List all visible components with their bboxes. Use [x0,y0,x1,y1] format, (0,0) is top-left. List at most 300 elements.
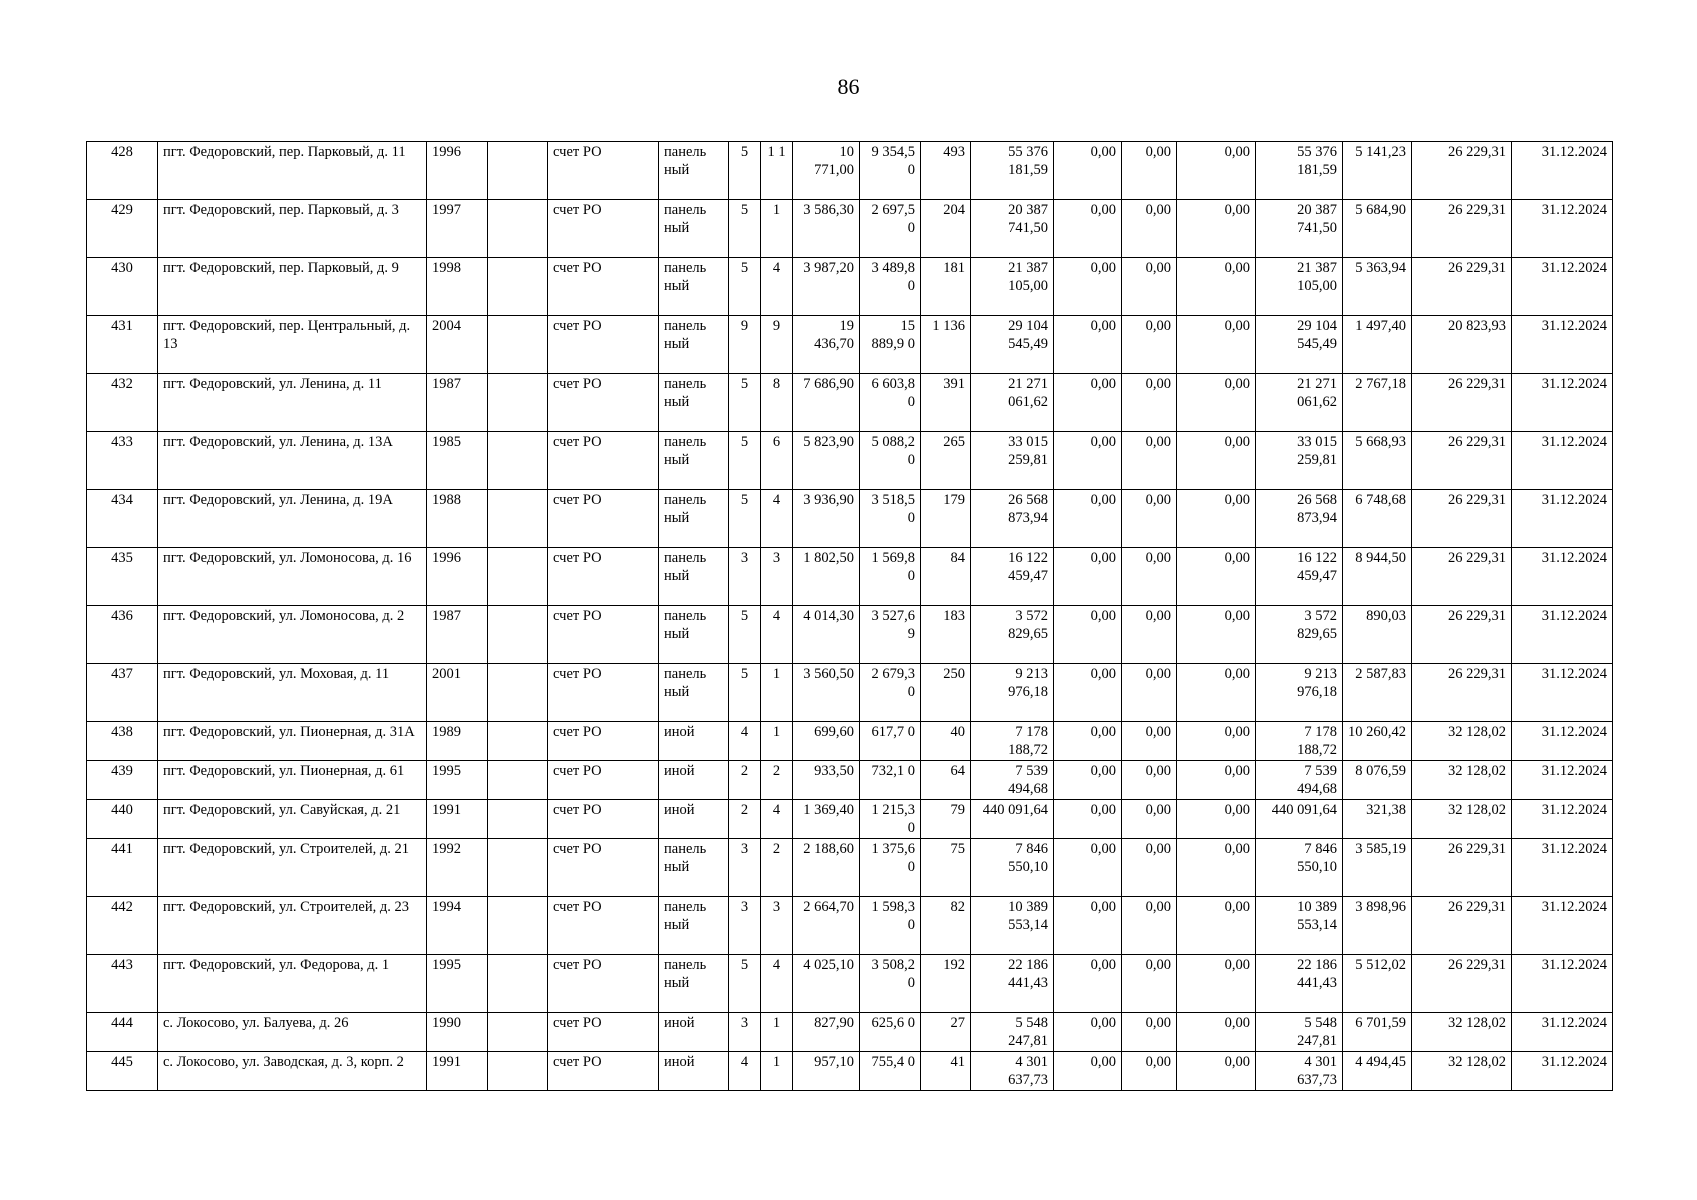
fund-cost-cell: 0,00 [1054,374,1122,432]
fund-cost-cell: 0,00 [1054,839,1122,897]
address-cell: с. Локосово, ул. Заводская, д. 3, корп. 2 [158,1052,427,1091]
wall-material-cell: иной [659,800,729,839]
fund-cost-cell: 0,00 [1054,606,1122,664]
cost-limit-cell: 26 229,31 [1412,258,1512,316]
floors-cell: 5 [729,374,761,432]
residential-area-cell: 1 375,6 0 [860,839,921,897]
fund-method-cell: счет РО [548,432,659,490]
fund-method-cell: счет РО [548,955,659,1013]
owners-cost-cell: 7 539 494,68 [1256,761,1343,800]
year-cell: 1996 [427,142,488,200]
residents-count-cell: 75 [921,839,971,897]
wall-material-cell: панель ный [659,839,729,897]
residents-count-cell: 391 [921,374,971,432]
fund-method-cell: счет РО [548,200,659,258]
local-budget-cost-cell: 0,00 [1177,432,1256,490]
row-number-cell: 433 [87,432,158,490]
cost-per-m2-cell: 890,03 [1343,606,1412,664]
address-cell: пгт. Федоровский, ул. Моховая, д. 11 [158,664,427,722]
residential-area-cell: 1 598,3 0 [860,897,921,955]
residential-area-cell: 5 088,2 0 [860,432,921,490]
cost-limit-cell: 26 229,31 [1412,606,1512,664]
residents-count-cell: 64 [921,761,971,800]
residential-area-cell: 625,6 0 [860,1013,921,1052]
cost-limit-cell: 26 229,31 [1412,955,1512,1013]
wall-material-cell: панель ный [659,374,729,432]
fund-method-cell: счет РО [548,606,659,664]
total-cost-cell: 22 186 441,43 [971,955,1054,1013]
total-cost-cell: 4 301 637,73 [971,1052,1054,1091]
cost-limit-cell: 26 229,31 [1412,548,1512,606]
wall-material-cell: панель ный [659,200,729,258]
fund-method-cell: счет РО [548,258,659,316]
wall-material-cell: иной [659,761,729,800]
residential-area-cell: 3 489,8 0 [860,258,921,316]
owners-cost-cell: 10 389 553,14 [1256,897,1343,955]
budget-cost-cell: 0,00 [1122,722,1177,761]
floors-cell: 5 [729,955,761,1013]
empty-cell [488,1013,548,1052]
row-number-cell: 444 [87,1013,158,1052]
row-number-cell: 428 [87,142,158,200]
owners-cost-cell: 22 186 441,43 [1256,955,1343,1013]
address-cell: с. Локосово, ул. Балуева, д. 26 [158,1013,427,1052]
residential-area-cell: 3 508,2 0 [860,955,921,1013]
budget-cost-cell: 0,00 [1122,316,1177,374]
entrances-cell: 8 [761,374,793,432]
year-cell: 1994 [427,897,488,955]
empty-cell [488,955,548,1013]
total-area-cell: 1 369,40 [793,800,860,839]
wall-material-cell: панель ный [659,664,729,722]
floors-cell: 5 [729,142,761,200]
residential-area-cell: 9 354,5 0 [860,142,921,200]
total-area-cell: 7 686,90 [793,374,860,432]
address-cell: пгт. Федоровский, ул. Ленина, д. 11 [158,374,427,432]
local-budget-cost-cell: 0,00 [1177,258,1256,316]
residents-count-cell: 79 [921,800,971,839]
empty-cell [488,839,548,897]
empty-cell [488,606,548,664]
residents-count-cell: 1 136 [921,316,971,374]
cost-limit-cell: 32 128,02 [1412,1052,1512,1091]
floors-cell: 2 [729,761,761,800]
total-area-cell: 957,10 [793,1052,860,1091]
completion-date-cell: 31.12.2024 [1512,722,1613,761]
budget-cost-cell: 0,00 [1122,839,1177,897]
address-cell: пгт. Федоровский, ул. Строителей, д. 23 [158,897,427,955]
residents-count-cell: 82 [921,897,971,955]
local-budget-cost-cell: 0,00 [1177,606,1256,664]
year-cell: 1991 [427,800,488,839]
total-cost-cell: 10 389 553,14 [971,897,1054,955]
empty-cell [488,374,548,432]
completion-date-cell: 31.12.2024 [1512,1052,1613,1091]
floors-cell: 9 [729,316,761,374]
floors-cell: 5 [729,490,761,548]
total-cost-cell: 20 387 741,50 [971,200,1054,258]
cost-limit-cell: 26 229,31 [1412,839,1512,897]
budget-cost-cell: 0,00 [1122,200,1177,258]
table-row [87,374,1613,432]
total-area-cell: 3 586,30 [793,200,860,258]
cost-per-m2-cell: 8 944,50 [1343,548,1412,606]
residential-area-cell: 1 569,8 0 [860,548,921,606]
owners-cost-cell: 26 568 873,94 [1256,490,1343,548]
total-area-cell: 2 664,70 [793,897,860,955]
completion-date-cell: 31.12.2024 [1512,800,1613,839]
floors-cell: 3 [729,897,761,955]
total-area-cell: 699,60 [793,722,860,761]
row-number-cell: 443 [87,955,158,1013]
residential-area-cell: 2 697,5 0 [860,200,921,258]
cost-limit-cell: 26 229,31 [1412,374,1512,432]
cost-limit-cell: 26 229,31 [1412,142,1512,200]
empty-cell [488,432,548,490]
owners-cost-cell: 21 387 105,00 [1256,258,1343,316]
table-row [87,664,1613,722]
cost-limit-cell: 26 229,31 [1412,897,1512,955]
cost-per-m2-cell: 2 767,18 [1343,374,1412,432]
total-cost-cell: 7 178 188,72 [971,722,1054,761]
fund-method-cell: счет РО [548,1013,659,1052]
cost-per-m2-cell: 5 363,94 [1343,258,1412,316]
completion-date-cell: 31.12.2024 [1512,490,1613,548]
residents-count-cell: 27 [921,1013,971,1052]
total-cost-cell: 16 122 459,47 [971,548,1054,606]
local-budget-cost-cell: 0,00 [1177,722,1256,761]
row-number-cell: 445 [87,1052,158,1091]
address-cell: пгт. Федоровский, ул. Пионерная, д. 31А [158,722,427,761]
residents-count-cell: 493 [921,142,971,200]
year-cell: 1992 [427,839,488,897]
cost-per-m2-cell: 10 260,42 [1343,722,1412,761]
empty-cell [488,490,548,548]
wall-material-cell: панель ный [659,142,729,200]
cost-per-m2-cell: 1 497,40 [1343,316,1412,374]
entrances-cell: 4 [761,258,793,316]
owners-cost-cell: 9 213 976,18 [1256,664,1343,722]
entrances-cell: 1 1 [761,142,793,200]
table-row [87,761,1613,800]
entrances-cell: 2 [761,839,793,897]
empty-cell [488,722,548,761]
total-area-cell: 5 823,90 [793,432,860,490]
completion-date-cell: 31.12.2024 [1512,200,1613,258]
empty-cell [488,548,548,606]
total-area-cell: 19 436,70 [793,316,860,374]
year-cell: 1998 [427,258,488,316]
address-cell: пгт. Федоровский, ул. Ленина, д. 13А [158,432,427,490]
address-cell: пгт. Федоровский, ул. Ленина, д. 19А [158,490,427,548]
cost-per-m2-cell: 5 512,02 [1343,955,1412,1013]
cost-limit-cell: 26 229,31 [1412,664,1512,722]
total-cost-cell: 33 015 259,81 [971,432,1054,490]
floors-cell: 5 [729,606,761,664]
year-cell: 1997 [427,200,488,258]
fund-method-cell: счет РО [548,800,659,839]
year-cell: 1985 [427,432,488,490]
address-cell: пгт. Федоровский, пер. Парковый, д. 3 [158,200,427,258]
residents-count-cell: 204 [921,200,971,258]
completion-date-cell: 31.12.2024 [1512,374,1613,432]
completion-date-cell: 31.12.2024 [1512,955,1613,1013]
residents-count-cell: 179 [921,490,971,548]
total-area-cell: 3 936,90 [793,490,860,548]
table-row [87,1052,1613,1091]
cost-per-m2-cell: 6 701,59 [1343,1013,1412,1052]
entrances-cell: 4 [761,800,793,839]
row-number-cell: 435 [87,548,158,606]
fund-method-cell: счет РО [548,142,659,200]
local-budget-cost-cell: 0,00 [1177,200,1256,258]
table-row [87,432,1613,490]
empty-cell [488,761,548,800]
address-cell: пгт. Федоровский, ул. Пионерная, д. 61 [158,761,427,800]
total-cost-cell: 440 091,64 [971,800,1054,839]
total-cost-cell: 21 271 061,62 [971,374,1054,432]
row-number-cell: 431 [87,316,158,374]
entrances-cell: 6 [761,432,793,490]
completion-date-cell: 31.12.2024 [1512,432,1613,490]
floors-cell: 5 [729,664,761,722]
row-number-cell: 440 [87,800,158,839]
row-number-cell: 430 [87,258,158,316]
empty-cell [488,664,548,722]
empty-cell [488,1052,548,1091]
fund-cost-cell: 0,00 [1054,722,1122,761]
total-area-cell: 2 188,60 [793,839,860,897]
completion-date-cell: 31.12.2024 [1512,142,1613,200]
fund-cost-cell: 0,00 [1054,316,1122,374]
owners-cost-cell: 5 548 247,81 [1256,1013,1343,1052]
table-row [87,800,1613,839]
wall-material-cell: иной [659,1052,729,1091]
total-area-cell: 933,50 [793,761,860,800]
local-budget-cost-cell: 0,00 [1177,955,1256,1013]
fund-method-cell: счет РО [548,839,659,897]
budget-cost-cell: 0,00 [1122,761,1177,800]
completion-date-cell: 31.12.2024 [1512,897,1613,955]
budget-cost-cell: 0,00 [1122,432,1177,490]
row-number-cell: 436 [87,606,158,664]
owners-cost-cell: 7 178 188,72 [1256,722,1343,761]
total-area-cell: 10 771,00 [793,142,860,200]
residential-area-cell: 617,7 0 [860,722,921,761]
completion-date-cell: 31.12.2024 [1512,839,1613,897]
local-budget-cost-cell: 0,00 [1177,1013,1256,1052]
budget-cost-cell: 0,00 [1122,1013,1177,1052]
floors-cell: 4 [729,1052,761,1091]
local-budget-cost-cell: 0,00 [1177,316,1256,374]
budget-cost-cell: 0,00 [1122,955,1177,1013]
budget-cost-cell: 0,00 [1122,664,1177,722]
cost-per-m2-cell: 5 684,90 [1343,200,1412,258]
fund-cost-cell: 0,00 [1054,548,1122,606]
owners-cost-cell: 20 387 741,50 [1256,200,1343,258]
local-budget-cost-cell: 0,00 [1177,839,1256,897]
fund-cost-cell: 0,00 [1054,800,1122,839]
residents-count-cell: 265 [921,432,971,490]
residential-area-cell: 3 518,5 0 [860,490,921,548]
floors-cell: 3 [729,839,761,897]
row-number-cell: 434 [87,490,158,548]
total-cost-cell: 3 572 829,65 [971,606,1054,664]
entrances-cell: 3 [761,548,793,606]
total-cost-cell: 7 539 494,68 [971,761,1054,800]
address-cell: пгт. Федоровский, пер. Центральный, д. 13 [158,316,427,374]
residents-count-cell: 40 [921,722,971,761]
owners-cost-cell: 55 376 181,59 [1256,142,1343,200]
fund-method-cell: счет РО [548,664,659,722]
address-cell: пгт. Федоровский, ул. Строителей, д. 21 [158,839,427,897]
fund-method-cell: счет РО [548,316,659,374]
table-row [87,316,1613,374]
residents-count-cell: 41 [921,1052,971,1091]
owners-cost-cell: 440 091,64 [1256,800,1343,839]
residents-count-cell: 84 [921,548,971,606]
local-budget-cost-cell: 0,00 [1177,1052,1256,1091]
residents-count-cell: 181 [921,258,971,316]
cost-per-m2-cell: 2 587,83 [1343,664,1412,722]
budget-cost-cell: 0,00 [1122,897,1177,955]
row-number-cell: 432 [87,374,158,432]
year-cell: 1991 [427,1052,488,1091]
floors-cell: 3 [729,548,761,606]
total-cost-cell: 55 376 181,59 [971,142,1054,200]
table-row [87,955,1613,1013]
table-row [87,142,1613,200]
cost-per-m2-cell: 6 748,68 [1343,490,1412,548]
floors-cell: 4 [729,722,761,761]
fund-method-cell: счет РО [548,490,659,548]
cost-limit-cell: 32 128,02 [1412,1013,1512,1052]
entrances-cell: 1 [761,200,793,258]
entrances-cell: 1 [761,664,793,722]
year-cell: 1996 [427,548,488,606]
fund-cost-cell: 0,00 [1054,200,1122,258]
total-area-cell: 1 802,50 [793,548,860,606]
row-number-cell: 437 [87,664,158,722]
owners-cost-cell: 29 104 545,49 [1256,316,1343,374]
fund-cost-cell: 0,00 [1054,1013,1122,1052]
floors-cell: 2 [729,800,761,839]
completion-date-cell: 31.12.2024 [1512,316,1613,374]
year-cell: 1987 [427,374,488,432]
residential-area-cell: 1 215,3 0 [860,800,921,839]
budget-cost-cell: 0,00 [1122,1052,1177,1091]
table-row [87,722,1613,761]
year-cell: 1995 [427,955,488,1013]
entrances-cell: 9 [761,316,793,374]
page-number: 86 [837,74,860,99]
fund-method-cell: счет РО [548,761,659,800]
fund-cost-cell: 0,00 [1054,1052,1122,1091]
budget-cost-cell: 0,00 [1122,490,1177,548]
table-row [87,839,1613,897]
table-row [87,1013,1613,1052]
row-number-cell: 439 [87,761,158,800]
row-number-cell: 442 [87,897,158,955]
total-area-cell: 4 014,30 [793,606,860,664]
table-row [87,548,1613,606]
table-row [87,258,1613,316]
wall-material-cell: панель ный [659,897,729,955]
housing-registry-table [86,141,1613,1091]
local-budget-cost-cell: 0,00 [1177,374,1256,432]
wall-material-cell: панель ный [659,490,729,548]
budget-cost-cell: 0,00 [1122,606,1177,664]
fund-method-cell: счет РО [548,374,659,432]
residents-count-cell: 250 [921,664,971,722]
fund-method-cell: счет РО [548,722,659,761]
residential-area-cell: 6 603,8 0 [860,374,921,432]
cost-per-m2-cell: 8 076,59 [1343,761,1412,800]
fund-method-cell: счет РО [548,548,659,606]
owners-cost-cell: 3 572 829,65 [1256,606,1343,664]
year-cell: 2004 [427,316,488,374]
entrances-cell: 4 [761,606,793,664]
cost-per-m2-cell: 321,38 [1343,800,1412,839]
cost-limit-cell: 32 128,02 [1412,800,1512,839]
entrances-cell: 1 [761,722,793,761]
completion-date-cell: 31.12.2024 [1512,664,1613,722]
total-area-cell: 3 560,50 [793,664,860,722]
empty-cell [488,200,548,258]
budget-cost-cell: 0,00 [1122,800,1177,839]
year-cell: 1995 [427,761,488,800]
total-cost-cell: 26 568 873,94 [971,490,1054,548]
completion-date-cell: 31.12.2024 [1512,606,1613,664]
local-budget-cost-cell: 0,00 [1177,800,1256,839]
cost-limit-cell: 26 229,31 [1412,200,1512,258]
year-cell: 2001 [427,664,488,722]
wall-material-cell: панель ный [659,316,729,374]
empty-cell [488,800,548,839]
cost-per-m2-cell: 5 141,23 [1343,142,1412,200]
total-cost-cell: 21 387 105,00 [971,258,1054,316]
fund-cost-cell: 0,00 [1054,897,1122,955]
address-cell: пгт. Федоровский, ул. Федорова, д. 1 [158,955,427,1013]
fund-method-cell: счет РО [548,1052,659,1091]
address-cell: пгт. Федоровский, ул. Ломоносова, д. 16 [158,548,427,606]
address-cell: пгт. Федоровский, ул. Ломоносова, д. 2 [158,606,427,664]
table-row [87,897,1613,955]
cost-limit-cell: 20 823,93 [1412,316,1512,374]
table-row [87,200,1613,258]
budget-cost-cell: 0,00 [1122,548,1177,606]
entrances-cell: 2 [761,761,793,800]
cost-limit-cell: 26 229,31 [1412,432,1512,490]
total-cost-cell: 7 846 550,10 [971,839,1054,897]
budget-cost-cell: 0,00 [1122,374,1177,432]
residents-count-cell: 192 [921,955,971,1013]
fund-cost-cell: 0,00 [1054,432,1122,490]
address-cell: пгт. Федоровский, пер. Парковый, д. 9 [158,258,427,316]
empty-cell [488,258,548,316]
wall-material-cell: панель ный [659,955,729,1013]
owners-cost-cell: 4 301 637,73 [1256,1052,1343,1091]
total-area-cell: 827,90 [793,1013,860,1052]
local-budget-cost-cell: 0,00 [1177,548,1256,606]
budget-cost-cell: 0,00 [1122,258,1177,316]
wall-material-cell: панель ный [659,432,729,490]
cost-limit-cell: 32 128,02 [1412,761,1512,800]
cost-per-m2-cell: 5 668,93 [1343,432,1412,490]
year-cell: 1987 [427,606,488,664]
budget-cost-cell: 0,00 [1122,142,1177,200]
wall-material-cell: иной [659,1013,729,1052]
